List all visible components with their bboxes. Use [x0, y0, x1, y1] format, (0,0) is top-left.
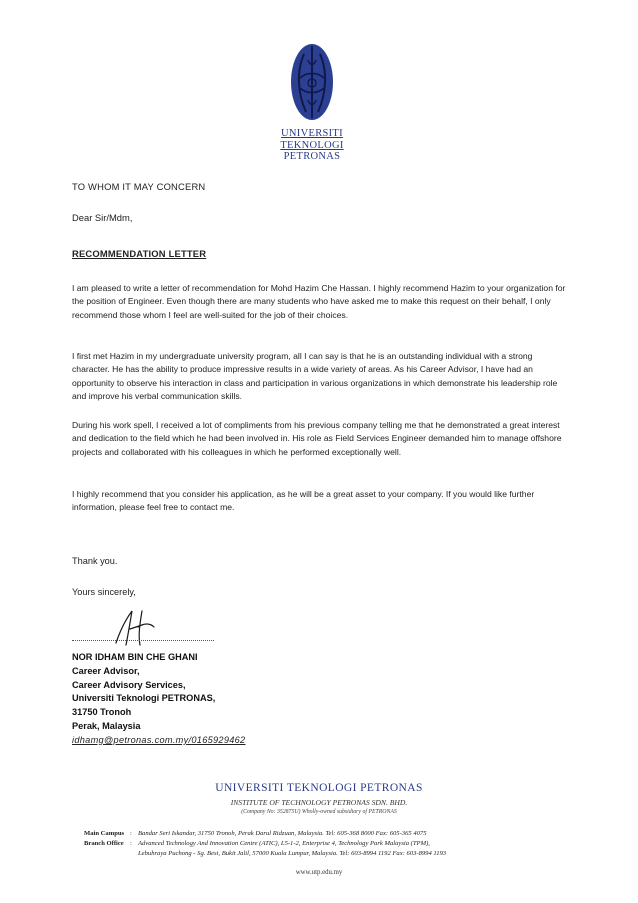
- footer-company-note: (Company No: 352875U) Wholly-owned subsidiary of PETRONAS: [241, 809, 397, 815]
- signatory-title: Career Advisor,: [72, 665, 140, 676]
- salutation: Dear Sir/Mdm,: [72, 212, 133, 223]
- main-campus-value: Bandar Seri Iskandar, 31750 Tronoh, Perak Darul Ridzuan, Malaysia. Tel: 605-368 8000 Fax: 605-365 4075: [138, 830, 427, 837]
- branch-office-value-1: Advanced Technology And Innovation Centre (ATIC), L5-1-2, Enterprise 4, Technology Park Malaysia (TPM),: [138, 840, 430, 847]
- paragraph-3: During his work spell, I received a lot of compliments from his previous company telling me that he demonstrated a great interest and dedication to the field which he had been involved in. His role as Field Services Engineer demanded him to manage offshore projects and collaborated with his colleagues in which he performed exceptionally well.: [72, 420, 562, 457]
- paragraph-1: I am pleased to write a letter of recommendation for Mohd Hazim Che Hassan. I highly recommend Hazim to your organization for the position of Engineer. Even though there are many students who have asked me to make this request on their behalf, I only recommend those whom I feel are well-suited for the job of their choices.: [72, 283, 566, 320]
- utp-crest-icon: [288, 38, 336, 122]
- signatory-department: Career Advisory Services,: [72, 679, 186, 690]
- paragraph-4: I highly recommend that you consider his application, as he will be a great asset to your company. If you would like further information, please feel free to contact me.: [72, 489, 535, 513]
- signatory-state-country: Perak, Malaysia: [72, 720, 141, 731]
- signatory-name: NOR IDHAM BIN CHE GHANI: [72, 652, 198, 662]
- branch-office-value-2: Lebuhraya Puchong - Sg. Besi, Bukit Jalil, 57000 Kuala Lumpur, Malaysia. Tel: 603-8994 1192 Fax: 603-8994 1193: [138, 850, 447, 857]
- closing-phrase: Yours sincerely,: [72, 587, 136, 597]
- university-line-1: UNIVERSITI: [281, 128, 343, 139]
- footer-title: UNIVERSITI TEKNOLOGI PETRONAS: [215, 782, 423, 794]
- subject-heading: RECOMMENDATION LETTER: [72, 248, 207, 259]
- handwritten-signature: [108, 605, 168, 651]
- recipient-line: TO WHOM IT MAY CONCERN: [72, 181, 206, 192]
- branch-office-address: Branch Office : Advanced Technology And Innovation Centre (ATIC), L5-1-2, Enterprise 4, Technology Park Malaysia (TPM),: [84, 840, 430, 847]
- university-line-3: PETRONAS: [283, 151, 341, 162]
- website-link[interactable]: www.utp.edu.my: [295, 869, 343, 876]
- main-campus-label: Main Campus: [84, 830, 125, 837]
- branch-office-address-line-2: [138, 849, 446, 859]
- signatory-institution: Universiti Teknologi PETRONAS,: [72, 693, 216, 704]
- main-campus-address: Main Campus : Bandar Seri Iskandar, 31750 Tronoh, Perak Darul Ridzuan, Malaysia. Tel: 605-368 8000 Fax: 605-365 4075: [84, 830, 427, 837]
- university-name: [250, 128, 374, 163]
- signatory-block: [72, 651, 245, 748]
- paragraph-2: I first met Hazim in my undergraduate university program, all I can say is that he is an outstanding individual with a strong character. He has the ability to produce impressive results in a wide variety of areas. As his Career Advisor, I have had an opportunity to observe his interaction in class and participation in various organizations in which demonstrate his leadership role and improve his verbal communication skills.: [72, 351, 558, 402]
- signature-line: [72, 640, 214, 641]
- footer-subtitle: INSTITUTE OF TECHNOLOGY PETRONAS SDN. BHD.: [230, 798, 408, 807]
- signatory-contact-link[interactable]: idhamg@petronas.com.my/0165929462: [72, 734, 246, 745]
- university-line-2: TEKNOLOGI: [280, 139, 344, 151]
- branch-office-label: Branch Office: [84, 840, 124, 847]
- signatory-postcode-city: 31750 Tronoh: [72, 707, 132, 718]
- closing-thanks: Thank you.: [72, 556, 118, 566]
